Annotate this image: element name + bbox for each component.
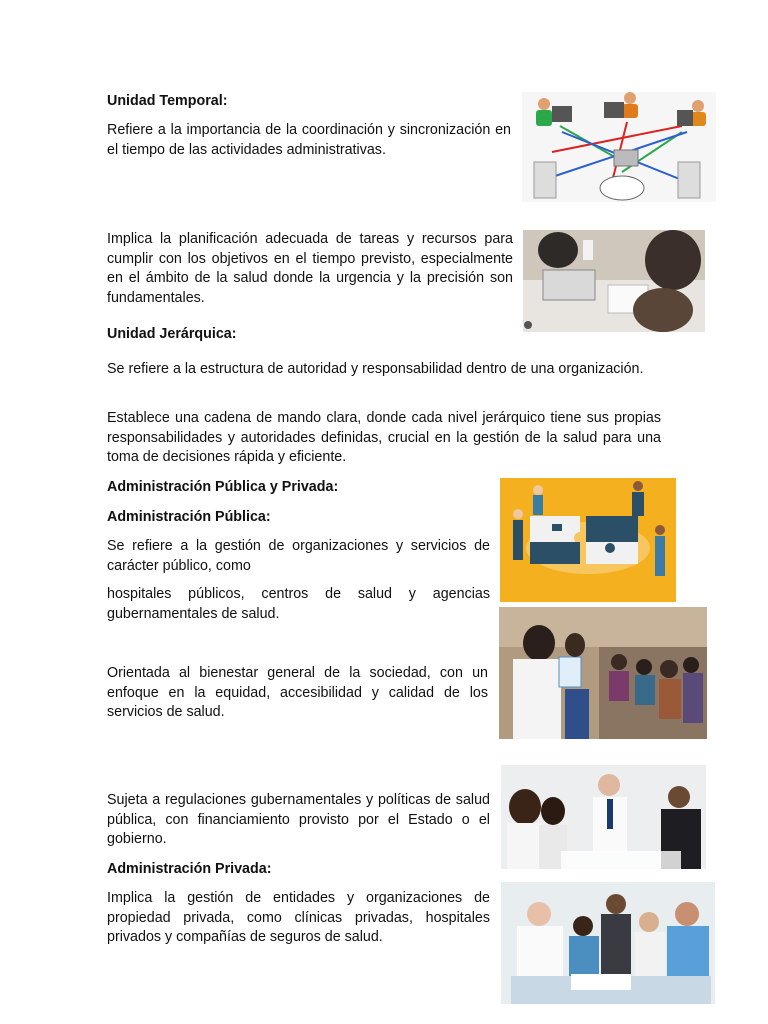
paragraph-jerarquica-2: Establece una cadena de mando clara, donde cada nivel jerárquico tiene sus propias responsabilidades y autoridades definidas, crucial en la gestión de la salud para una toma de decisiones rápida y eficiente. (107, 410, 661, 466)
doctors-meeting-photo (501, 765, 706, 869)
paragraph-publica-4: Sujeta a regulaciones gubernamentales y políticas de salud pública, con financiamiento provisto por el Estado o el gobierno. (107, 792, 490, 848)
paragraph-publica-2: hospitales públicos, centros de salud y agencias gubernamentales de salud. (107, 586, 490, 622)
heading-unidad-temporal: Unidad Temporal: (107, 93, 228, 109)
puzzle-teamwork-illustration (500, 478, 676, 602)
heading-administracion-publica-privada: Administración Pública y Privada: (107, 479, 339, 495)
health-workers-photo (499, 607, 707, 739)
meeting-photo (523, 230, 705, 332)
heading-administracion-privada: Administración Privada: (107, 861, 272, 877)
network-diagram-image (522, 92, 716, 202)
paragraph-publica-3: Orientada al bienestar general de la sociedad, con un enfoque en la equidad, accesibilidad y calidad de los servicios de salud. (107, 665, 488, 721)
medical-team-photo (501, 882, 715, 1004)
paragraph-temporal-1: Refiere a la importancia de la coordinación y sincronización en el tiempo de las actividades administrativas. (107, 122, 511, 158)
paragraph-jerarquica-1: Se refiere a la estructura de autoridad y responsabilidad dentro de una organización. (107, 361, 644, 377)
paragraph-privada-1: Implica la gestión de entidades y organizaciones de propiedad privada, como clínicas privadas, hospitales privados y compañías de seguros de salud. (107, 890, 490, 946)
paragraph-publica-1: Se refiere a la gestión de organizaciones y servicios de carácter público, como (107, 538, 490, 574)
heading-unidad-jerarquica: Unidad Jerárquica: (107, 326, 237, 342)
heading-administracion-publica: Administración Pública: (107, 509, 271, 525)
paragraph-temporal-2: Implica la planificación adecuada de tareas y recursos para cumplir con los objetivos en el tiempo previsto, especialmente en el ámbito de la salud donde la urgencia y la precisión son fundamentales. (107, 231, 513, 306)
